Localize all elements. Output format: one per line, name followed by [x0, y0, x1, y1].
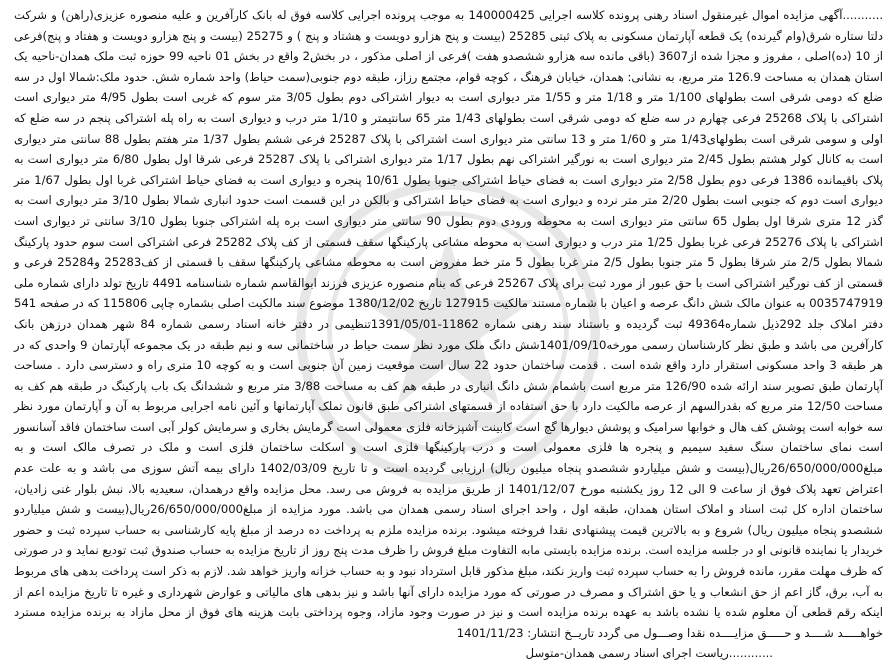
signature-line: ............ریاست اجرای اسناد رسمی همدان-متوسل	[525, 646, 773, 661]
auction-notice-body: ...........آگهی مزایده اموال غیرمنقول اسناد رهنی پرونده کلاسه اجرایی 140000425 به موجب پرونده اجرایی کلاسه فوق له بانک کارآفرین و علیه منصوره عزیزی(راهن) و شرکت دلتا ستاره شرق(وام گیرنده) یک قطعه آپارتمان مسکونی به پلاک ثبتی 25285 (بیست و پنج هزارو دویست و هشتاد و پنج ) و 25275 (بیست و پنج هزارو دویست و هفتاد و پنج)فرعی از 10 (ده)اصلی ، مفروز و مجزا شده از3607 (باقی مانده سه هزارو ششصدو هفت )فرعی از اصلی مذکور ، در بخش2 واقع در بخش 01 ناحیه 99 حوزه ثبت ملک همدان-ناحیه یک استان همدان به مساحت 126.9 متر مربع، به نشانی: همدان، خیابان فرهنگ ، کوچه قوام، مجتمع رزاز، طبقه دوم جنوبی(سمت حیاط) واحد شماره شش. حدود ملک:شمالا اول در سه ضلع که دومی شرقی است بطولهای 1/100 متر و 1/18 متر و 1/55 متر دیواری است به دیوار اشتراکی دوم بطول 3/05 متر سوم که غربی است بطول 4/95 متر دیواری است اشتراکی با پلاک 25268 فرعی چهارم در سه ضلع که دومی شرقی است بطولهای 1/43 متر 65 سانتیمتر و 1/10 متر درب و دیواری است به راه پله اشتراکی پنجم در سه ضلع که اولی و سومی شرقی است بطولهای1/43 متر و 1/60 متر و 13 سانتی متر دیواری است اشتراکی با پلاک 25287 فرعی ششم بطول 1/37 متر هفتم بطول 88 سانتی متر دیواری است به کانال کولر هشتم بطول 2/45 متر دیواری است به نورگیر اشتراکی نهم بطول 1/17 متر دیواری اشتراکی با پلاک 25287 فرعی شرقا اول بطول 6/80 متر دیواری است به پلاک باقیمانده 1386 فرعی دوم بطول 2/58 متر دیواری است به فضای حیاط اشتراکی جنوبا بطول 10/61 پنجره و دیواری است به فضای حیاط اشتراکی غربا اول بطول 1/67 متر دیواری است دوم که جنوبی است بطول 2/20 متر متر نرده و دیواری است به فضای حیاط اشتراکی و بالکن در این قسمت است حدود انباری شمالا بطول 3/10 متر دیواری است به گذر 12 متری شرقا اول بطول 65 سانتی متر دیواری است به محوطه ورودی دوم بطول 90 سانتی متر دیواری است بره پله اشتراکی جنوبا بطول 3/10 سانتی تر دیواری است اشتراکی با پلاک 25276 فرعی غربا بطول 1/25 متر درب و دیواری است به محوطه مشاعی پارکینگها سقف قسمتی از کف پلاک 25282 فرعی اشتراکی است سوم حدود پارکینگ شمالا بطول 2/5 متر شرقا بطول 5 متر جنوبا بطول 2/5 متر غربا بطول 5 متر خط مفروض است به محوطه مشاعی پارکینگها سقف با قسمتی از کف25283 و25284 فرعی و قسمتی از کف نورگیر اشتراکی است با حق عبور از مورد ثبت برای پلاک 25267 فرعی که بنام منصوره عزیزی فرزند ابوالقاسم شماره شناسنامه 4491 تاریخ تولد دارای شماره ملی 0035747919 به عنوان مالک شش دانگ عرصه و اعیان با شماره مستند مالکیت 127915 تاریخ 1380/12/02 موضوع سند مالکیت اصلی بشماره چاپی 115806 که در صفحه 541 دفتر املاک جلد 292ذیل شماره49364 ثبت گردیده و باستناد سند رهنی شماره 11862-1391/05/01تنظیمی در دفتر خانه اسناد رسمی شماره 84 شهر همدان درزهن بانک کارآفرین می باشد و طبق نظر کارشناسان رسمی مورخه1401/09/10شش دانگ ملک مورد نظر سمت حیاط در ساختمانی سه و نیم طبقه در یک مجموعه آپارتمان 9 واحدی که در هر طبقه 3 واحد مسکونی استقرار دارد واقع شده است . قدمت ساختمان حدود 22 سال است موقعیت زمین آن جنوبی است و به کوچه 10 متری راه و دسترسی دارد . مساحت آپارتمان طبق تصویر سند ارائه شده 126/90 متر مربع است باشمام شش دانگ انباری در طبقه هم کف به مساحت 3/88 متر مربع و ششدانگ یک باب پارکینگ در طبقه هم کف به مساحت 12/50 متر مربع که بقدرالسهم از عرصه مالکیت دارد با حق استفاده از قسمتهای اشتراکی طبق قانون تملک آپارتمانها و آئین نامه اجرایی مربوط به آن و آپارتمان مورد نظر سه خوابه است پوشش کف هال و خوابها سرامیک و پوشش دیوارها گچ است کابینت آشپزخانه فلزی معمولی است گرمایش بخاری و سرمایش کولر آبی است ساختمان فاقد آسانسور است نمای ساختمان سنگ سفید سیمیم و پنجره ها فلزی معمولی است و درب پارکینگها فلزی است و اسکلت ساختمان فلزی است و ملک در تصرف مالک است و به مبلغ26/650/000/000ریال(بیست و شش میلیاردو ششصدو پنجاه میلیون ریال) ارزیابی گردیده است و تا تاریخ 1402/03/09 دارای بیمه آتش سوزی می باشد و به علت عدم اعتراض تعهد پلاک فوق از ساعت 9 الی 12 روز یکشنبه مورخ 1401/12/07 از طریق مزایده به فروش می رسد. محل مزایده واقع درهمدان، سعیدیه بالا، نبش بلوار غنی زادیان، ساختمان اداره کل ثبت اسناد و املاک استان همدان، طبقه اول ، واحد اجرای اسناد رسمی همدان می باشد. مورد مزایده از مبلغ26/650/000/000ریال(بیست و شش میلیاردو ششصدو پنجاه میلیون ریال) شروع و به بالاترین قیمت پیشنهادی نقدا فروخته میشود. برنده مزایده ملزم به پرداخت ده درصد از مبلغ پایه کارشناسی به حساب سپرده ثبت و حضور خریدار یا نماینده قانونی او در جلسه مزایده است. برنده مزایده بایستی مابه التفاوت مبلغ فروش را ظرف مدت پنج روز از تاریخ مزایده به حساب صندوق ثبت تودیع نماید و در صورتی که ظرف مهلت مقرر، مانده فروش را به حساب سپرده ثبت واریز نکند، مبلغ مذکور قابل استرداد نبود و به حساب خزانه واریز خواهد شد. لازم به ذکر است پرداخت بدهی های مربوط به آب، برق، گاز اعم از حق انشعاب و یا حق اشتراک و مصرف در صورتی که مورد مزایده دارای آنها باشد و نیز بدهی های مالیاتی و عوارض شهرداری و غیره تا تاریخ مزایده اعم از اینکه رقم قطعی آن معلوم شده یا نشده باشد به عهده برنده مزایده است و نیز در صورت وجود مازاد، وجوه پرداختی بابت هزینه های فوق از محل مازاد به برنده مزایده مسترد خواهـــــد شــــد و حـــــق مزایــــده نقدا وصـــول می گردد تاریــخ انتشار: 1401/11/23	[14, 8, 884, 640]
